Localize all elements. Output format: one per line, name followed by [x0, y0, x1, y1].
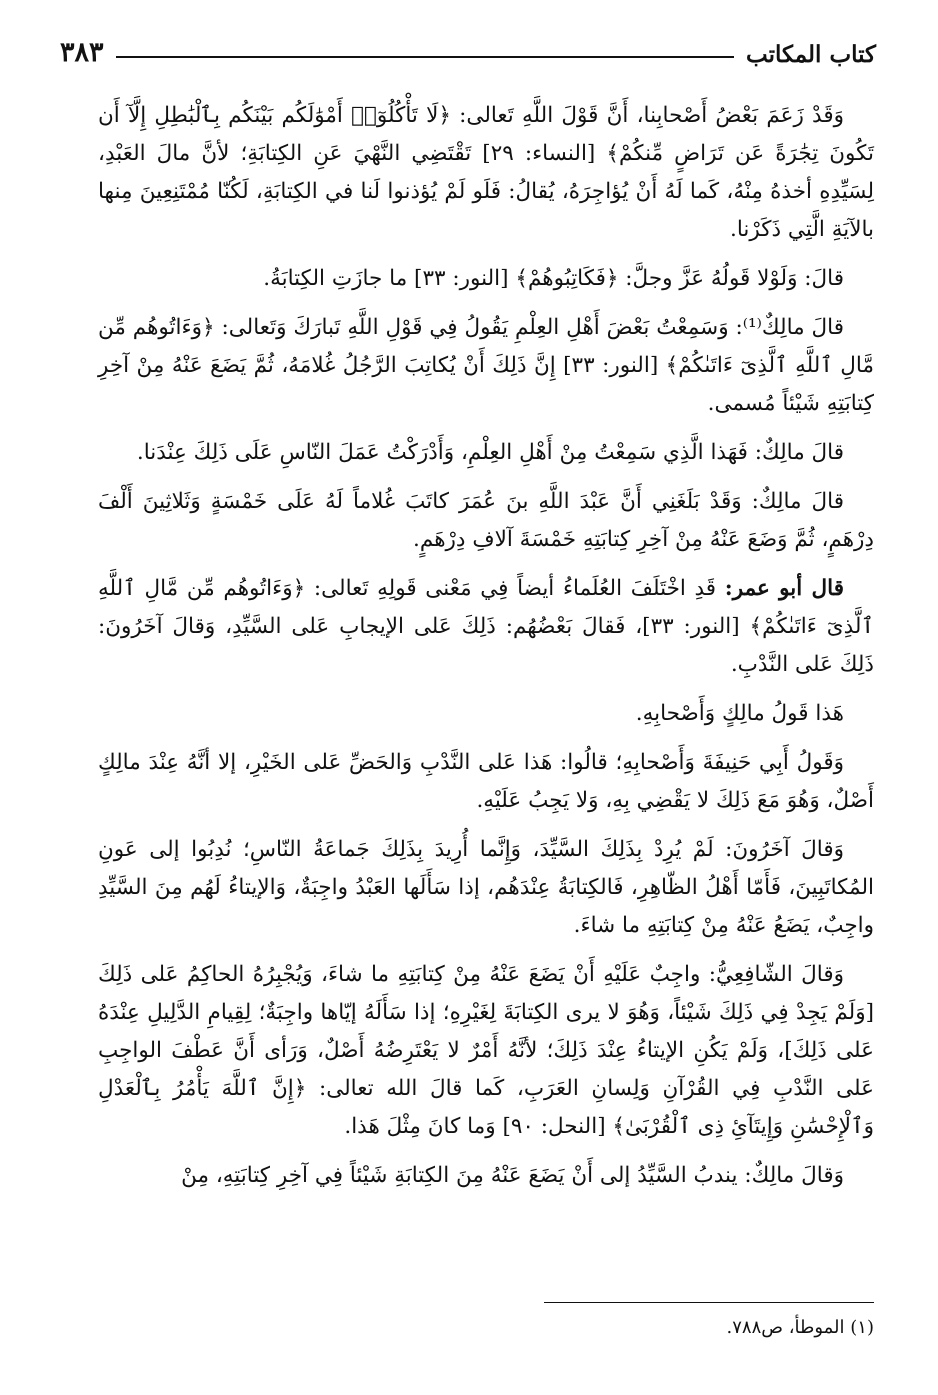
- speaker-label: قال أبو عمر:: [724, 576, 844, 601]
- header-rule: [116, 56, 735, 58]
- footnote: (١) الموطأ، ص٧٨٨.: [726, 1317, 874, 1338]
- page-number: ٣٨٣: [60, 37, 104, 68]
- page-header: [60, 28, 876, 68]
- paragraph: قالَ مالِكٌ⁽¹⁾: وَسَمِعْتُ بَعْضَ أَهْلِ العِلْمِ يَقُولُ فِي قَوْلِ اللَّهِ تَبارَكَ وَتَعالى: ﴿وَءَاتُوهُم مِّن مَّالِ ٱللَّهِ ٱلَّذِىٓ ءَاتَىٰكُمْ﴾ [النور: ٣٣] إِنَّ ذَلِكَ أَنْ يُكاتِبَ الرَّجُلُ غُلامَهُ، ثُمَّ يَضَعَ عَنْهُ مِنْ آخِرِ كِتابَتِهِ شَيْئاً مُسمى.: [98, 315, 874, 416]
- paragraph: وَقَولُ أَبِي حَنِيفَةَ وَأَصْحابِهِ؛ قالُوا: هَذا عَلى النَّدْبِ وَالحَضِّ عَلى الخَيْرِ، إلا أنَّهُ عِنْدَ مالِكٍ أَصْلٌ، وَهُوَ مَعَ ذَلِكَ لا يَقْضِي بِهِ، وَلا يَجِبُ عَلَيْهِ.: [98, 750, 874, 813]
- paragraph: وَقالَ آخَرُونَ: لَمْ يُرِدْ بِذَلِكَ السَّيِّدَ، وَإِنَّما أُرِيدَ بِذَلِكَ جَماعَةُ النّاسِ؛ نُدِبُوا إلى عَونِ المُكاتَبِينَ، فَأَمّا أَهْلُ الظّاهِرِ، فَالكِتابَةُ عِنْدَهُم، إذا سَأَلَها العَبْدُ واجِبَةٌ، وَالإيتاءُ لَهُم مِنَ السَّيِّدِ واجِبٌ، يَضَعُ عَنْهُ مِنْ كِتابَتِهِ ما شاءَ.: [98, 837, 874, 938]
- paragraph: وَقالَ الشّافِعِيُّ: واجِبٌ عَلَيْهِ أَنْ يَضَعَ عَنْهُ مِنْ كِتابَتِهِ ما شاءَ، وَيُجْبِرُهُ الحاكِمُ عَلى ذَلِكَ [وَلَمْ يَجِدْ فِي ذَلِكَ شَيْئاً، وَهُوَ لا يرى الكِتابَةَ لِغَيْرِهِ؛ إذا سَأَلَهُ إيّاها واجِبَةٌ؛ لِقِيامِ الدَّلِيلِ عِنْدَهُ عَلى ذَلِكَ]، وَلَمْ يَكُنِ الإيتاءُ عِنْدَ ذَلِكَ؛ لأنَّهُ أَمْرٌ لا يَعْتَرِضُهُ أَصْلٌ، وَرَأى أَنَّ عَطْفَ الواجِبِ عَلى النَّدْبِ فِي القُرْآنِ وَلِسانِ العَرَبِ، كَما قالَ الله تعالى: ﴿إِنَّ ٱللَّهَ يَأْمُرُ بِٱلْعَدْلِ وَٱلْإِحْسَٰنِ وَإِيتَآئِ ذِى ٱلْقُرْبَىٰ﴾ [النحل: ٩٠] وَما كانَ مِثْلَ هَذا.: [98, 962, 874, 1139]
- paragraph: وَقَدْ زَعَمَ بَعْضُ أَصْحابِنا، أَنَّ قَوْلَ اللَّهِ تَعالى: ﴿لَا تَأْكُلُوٓا۟ أَمْوَٰلَكُم بَيْنَكُم بِٱلْبَٰطِلِ إِلَّآ أَن تَكُونَ تِجَٰرَةً عَن تَرَاضٍ مِّنكُمْ﴾ [النساء: ٢٩] تَقْتَضِي النَّهْيَ عَنِ الكِتابَةِ؛ لأنَّ مالَ العَبْدِ، لِسَيِّدِهِ أخذهُ مِنْهُ، كَما لَهُ أَنْ يُؤاجِرَهُ، يُقالُ: فَلَو لَمْ يُؤذنوا لَنا في الكِتابَةِ، لَكُنّا مُمْتَنِعِينَ مِنها بالآيَةِ الَّتِي ذَكَرْنا.: [98, 103, 874, 242]
- book-title: كتاب المكاتب: [746, 41, 876, 68]
- paragraph: قالَ مالِكٌ: وَقَدْ بَلَغَنِي أَنَّ عَبْدَ اللَّهِ بنَ عُمَرَ كاتَبَ غُلاماً لَهُ عَلَى خَمْسَةٍ وَثَلاثِينَ أَلْفَ دِرْهَمٍ، ثُمَّ وَضَعَ عَنْهُ مِنْ آخِرِ كِتابَتِهِ خَمْسَةَ آلافِ دِرْهَمٍ.: [98, 489, 874, 552]
- paragraph: قالَ: وَلَوْلا قَولُهُ عَزَّ وجلَّ: ﴿فَكَاتِبُوهُمْ﴾ [النور: ٣٣] ما جازَتِ الكِتابَةُ.: [263, 266, 844, 291]
- paragraph: وَقالَ مالِكٌ: يندبُ السَّيِّدُ إلى أَنْ يَضَعَ عَنْهُ مِنَ الكِتابَةِ شَيْئاً فِي آخِرِ كِتابَتِهِ، مِنْ: [181, 1163, 844, 1188]
- paragraph: قالَ مالِكٌ: فَهَذا الَّذِي سَمِعْتُ مِنْ أَهْلِ العِلْمِ، وَأَدْرَكْتُ عَمَلَ النّاسِ عَلَى ذَلِكَ عِنْدَنا.: [136, 440, 844, 465]
- paragraph: هَذا قَولُ مالِكٍ وَأَصْحابِهِ.: [635, 701, 844, 726]
- paragraph-text: قَدِ اخْتَلَفَ العُلَماءُ أيضاً فِي مَعْنى قَولِهِ تَعالى: ﴿وَءَاتُوهُم مِّن مَّالِ ٱللَّهِ ٱلَّذِىٓ ءَاتَىٰكُمْ﴾ [النور: ٣٣]، فَقالَ بَعْضُهُم: ذَلِكَ عَلى الإيجابِ عَلى السَّيِّدِ، وَقالَ آخَرُونَ: ذَلِكَ عَلى النَّدْبِ.: [98, 576, 874, 677]
- main-text: [98, 97, 874, 1206]
- paragraph-abu-umar: [98, 570, 874, 684]
- footnote-rule: [544, 1302, 874, 1303]
